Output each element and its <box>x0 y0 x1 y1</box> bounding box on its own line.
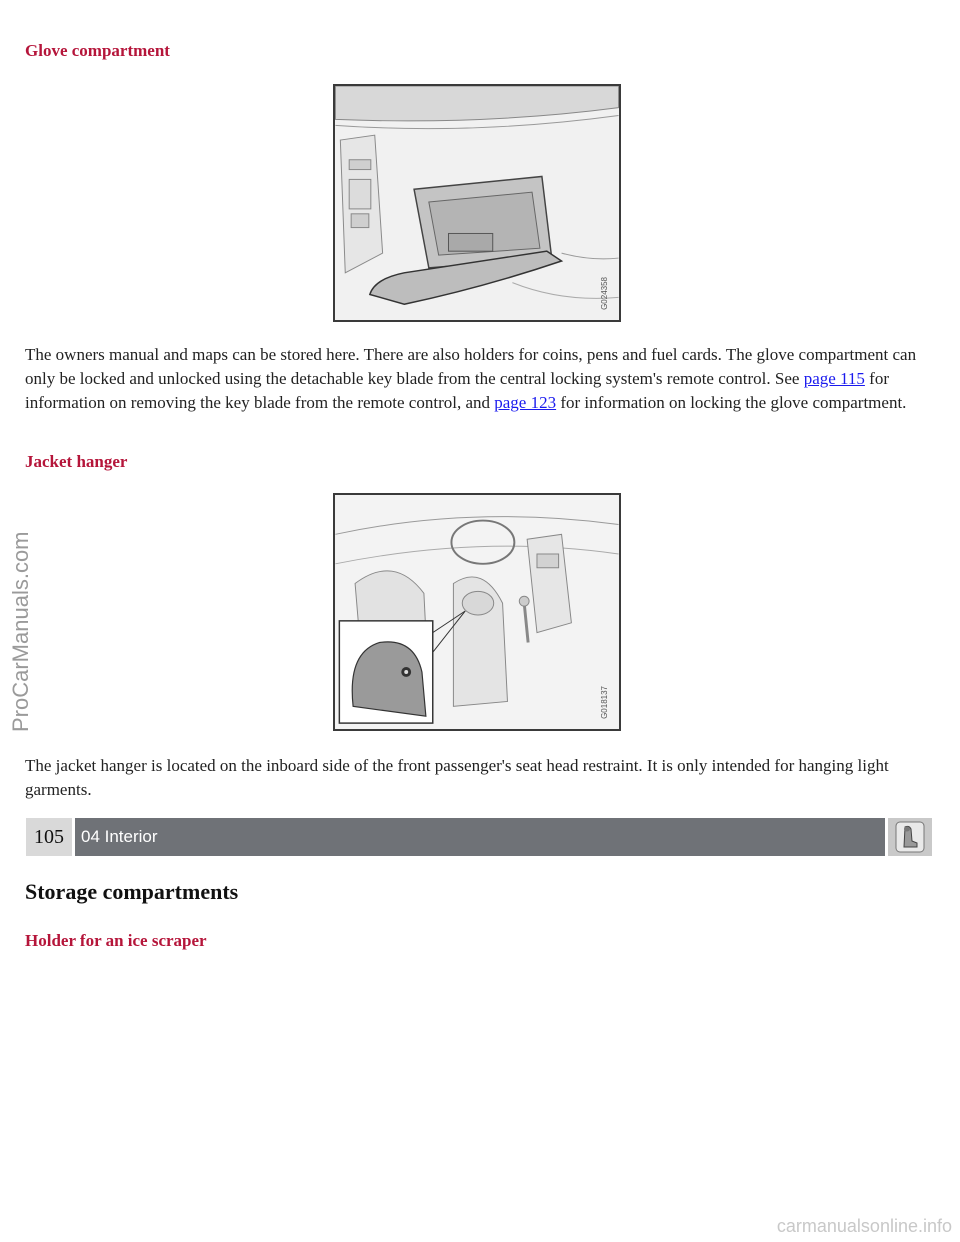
glove-compartment-heading: Glove compartment <box>25 41 170 60</box>
jacket-hanger-illustration <box>333 493 621 731</box>
page-title: Storage compartments <box>25 879 239 904</box>
jacket-hanger-text: The jacket hanger is located on the inboard side of the front passenger's seat head restraint. It is only intended for hanging light garments. <box>25 756 889 799</box>
carmanualsonline-watermark: carmanualsonline.info <box>776 1216 952 1236</box>
glove-compartment-illustration <box>333 84 621 322</box>
jacket-figure-code: G018137 <box>600 686 609 719</box>
page-123-link[interactable]: page 123 <box>494 393 557 412</box>
glove-text-part-3: for information on locking the glove compartment. <box>556 393 907 412</box>
jacket-hanger-heading: Jacket hanger <box>25 452 128 471</box>
ice-scraper-heading: Holder for an ice scraper <box>25 931 207 950</box>
chapter-footer-bar <box>26 818 932 856</box>
seat-icon <box>888 818 932 856</box>
page-115-link[interactable]: page 115 <box>803 369 865 388</box>
jacket-hanger-drawing <box>335 495 619 729</box>
glove-compartment-text <box>25 343 937 415</box>
glove-text-part-2: for information on removing the key blade from the remote control, and <box>25 369 889 412</box>
procarmanuals-watermark: ProCarManuals.com <box>8 531 33 732</box>
page-number: 105 <box>26 818 72 856</box>
glove-compartment-drawing <box>335 86 619 320</box>
glove-text-part-1: The owners manual and maps can be stored here. There are also holders for coins, pens and fuel cards. The glove compartment can only be locked and unlocked using the detachable key blade from the central locking system's remote control. See <box>25 345 917 388</box>
chapter-title: 04 Interior <box>75 818 885 856</box>
glove-figure-code: G024358 <box>600 277 609 310</box>
